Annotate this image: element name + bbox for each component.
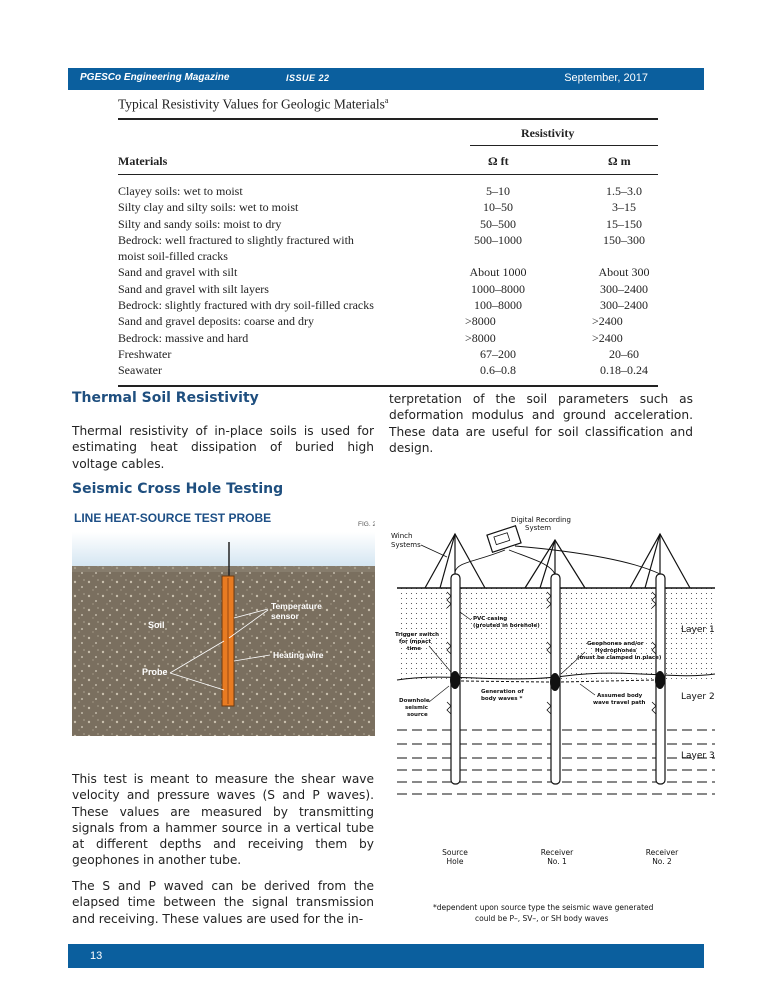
table-row (118, 281, 658, 297)
table-bottom-rule (118, 385, 658, 387)
resistivity-group-header: Resistivity (118, 120, 658, 146)
layer-3-label: Layer 3 (681, 751, 715, 761)
downhole-source-label: Downhole (399, 698, 430, 704)
ohm-ft-cell: 5–10 (486, 184, 510, 198)
col-ohm-m: Ω m (608, 154, 631, 168)
material-cell: Freshwater (118, 346, 172, 361)
ohm-m-cell: 20–60 (609, 346, 639, 361)
receiver-2-label: Receiver (645, 848, 679, 857)
ohm-m-cell: 150–300 (603, 232, 645, 247)
col-materials: Materials (118, 154, 168, 168)
table-column-headers (118, 146, 658, 174)
thermal-paragraph: Thermal resistivity of in-place soils is used for estimating heat dissipation of buried high voltage cables. (72, 424, 374, 471)
table-row (118, 313, 658, 329)
ohm-ft-cell: About 1000 (469, 265, 527, 280)
table-row (118, 362, 658, 378)
svg-text:time: time (407, 646, 421, 652)
issue-date: September, 2017 (564, 72, 648, 84)
svg-text:Hole: Hole (446, 857, 464, 866)
temperature-sensor-label: Temperature (271, 601, 322, 611)
svg-text:No. 2: No. 2 (652, 857, 672, 866)
table-row (118, 199, 658, 215)
table-row (118, 216, 658, 232)
table-row (118, 346, 658, 362)
seismic-heading: Seismic Cross Hole Testing (72, 481, 284, 497)
table-row (118, 183, 658, 199)
svg-text:(must be clamped in place): (must be clamped in place) (577, 655, 662, 661)
ohm-m-cell: About 300 (598, 265, 650, 280)
travel-path-label: Assumed body (597, 693, 643, 699)
soil-label: Soil (148, 620, 165, 630)
seismic-paragraph-1: This test is meant to measure the shear wave velocity and pressure waves (S and P waves). These values are measured by transmitting signals from a hammer source in a vertical tube at different depths and receiving them by geophones in another tube. (72, 772, 374, 868)
table-row (118, 330, 658, 346)
ohm-m-cell: 3–15 (612, 200, 636, 215)
figure1-title: LINE HEAT-SOURCE TEST PROBE (74, 511, 272, 525)
diagram-footnote: *dependent upon source type the seismic wave generated (433, 903, 654, 912)
svg-text:sensor: sensor (271, 611, 299, 621)
ohm-m-cell: 1.5–3.0 (606, 184, 642, 198)
material-cell: Seawater (118, 363, 162, 378)
ohm-ft-cell: >8000 (465, 330, 496, 345)
header-bar (68, 68, 704, 90)
table-row (118, 232, 658, 248)
ohm-ft-cell: 1000–8000 (471, 281, 525, 296)
svg-text:could be P–, SV–, or SH body w: could be P–, SV–, or SH body waves (475, 914, 609, 923)
ohm-m-cell: >2400 (592, 314, 623, 329)
source-hole-label: Source (442, 848, 468, 857)
svg-text:System: System (525, 524, 552, 532)
issue-number: ISSUE 22 (286, 73, 330, 83)
crosshole-diagram (385, 512, 715, 932)
trigger-switch-label: Trigger switch (395, 632, 440, 638)
probe-label: Probe (142, 667, 168, 677)
ohm-m-cell: 0.18–0.24 (600, 363, 648, 378)
geophones-label: Geophones and/or (587, 641, 644, 647)
svg-text:seismic: seismic (405, 705, 429, 711)
recording-system (455, 526, 660, 574)
svg-text:wave travel path: wave travel path (593, 700, 646, 706)
material-cell: Silty and sandy soils: moist to dry (118, 216, 282, 231)
table-body (118, 175, 658, 385)
right-column-paragraph: terpretation of the soil parameters such as deformation modulus and ground acceleration. These data are useful for soil classification and design. (389, 392, 693, 455)
svg-text:(grouted in borehole): (grouted in borehole) (473, 623, 540, 629)
ohm-ft-cell: 0.6–0.8 (480, 363, 516, 378)
thermal-heading: Thermal Soil Resistivity (72, 390, 259, 406)
svg-text:Systems: Systems (391, 541, 421, 549)
heating-wire-label: Heating wire (273, 650, 324, 660)
svg-text:source: source (407, 712, 428, 718)
material-cell: Sand and gravel with silt layers (118, 281, 269, 296)
winch-label: Winch (391, 532, 413, 540)
svg-text:No. 1: No. 1 (547, 857, 567, 866)
table-row (118, 248, 658, 264)
ohm-ft-cell: 67–200 (480, 346, 516, 361)
seismic-paragraph-2: The S and P waved can be derived from the elapsed time between the signal transmission and receiving. These values are used for the in- (72, 879, 374, 926)
body-waves-label: Generation of (481, 689, 524, 695)
ohm-m-cell: 300–2400 (600, 298, 648, 313)
svg-text:Hydrophones: Hydrophones (595, 648, 637, 654)
svg-text:body waves *: body waves * (481, 696, 523, 702)
resistivity-table (118, 96, 658, 387)
receiver-1-label: Receiver (540, 848, 574, 857)
ohm-m-cell: 15–150 (606, 216, 642, 231)
ohm-ft-cell: >8000 (465, 314, 496, 329)
material-cell: Clayey soils: wet to moist (118, 184, 243, 198)
table-row (118, 297, 658, 313)
footer-bar (68, 944, 704, 968)
page-number: 13 (90, 950, 103, 962)
material-cell: Bedrock: massive and hard (118, 330, 249, 345)
material-cell: Silty clay and silty soils: wet to moist (118, 200, 299, 215)
table-row (118, 264, 658, 280)
ohm-ft-cell: 50–500 (480, 216, 516, 231)
layer-1-label: Layer 1 (681, 625, 715, 635)
ohm-m-cell: 300–2400 (600, 281, 648, 296)
col-ohm-ft: Ω ft (488, 154, 509, 168)
table-caption: Typical Resistivity Values for Geologic Materials$^a$ (118, 96, 389, 112)
ohm-m-cell: >2400 (592, 330, 623, 345)
magazine-title: PGESCo Engineering Magazine (80, 72, 230, 83)
material-cell: Bedrock: well fractured to slightly fractured with (118, 232, 354, 247)
pvc-casing-label: PVC casing (473, 616, 508, 622)
recording-system-label: Digital Recording (511, 516, 571, 524)
ohm-ft-cell: 10–50 (483, 200, 513, 215)
material-cell: Bedrock: slightly fractured with dry soil-filled cracks (118, 298, 374, 313)
material-cell: moist soil-filled cracks (118, 249, 228, 264)
heat-probe-figure (72, 508, 375, 736)
ohm-ft-cell: 500–1000 (474, 232, 522, 247)
material-cell: Sand and gravel deposits: coarse and dry (118, 314, 314, 329)
layer-2-label: Layer 2 (681, 692, 715, 702)
material-cell: Sand and gravel with silt (118, 265, 238, 280)
svg-text:for impact: for impact (399, 639, 431, 645)
ohm-ft-cell: 100–8000 (474, 298, 522, 313)
figure1-number: FIG. 2 (358, 521, 375, 528)
